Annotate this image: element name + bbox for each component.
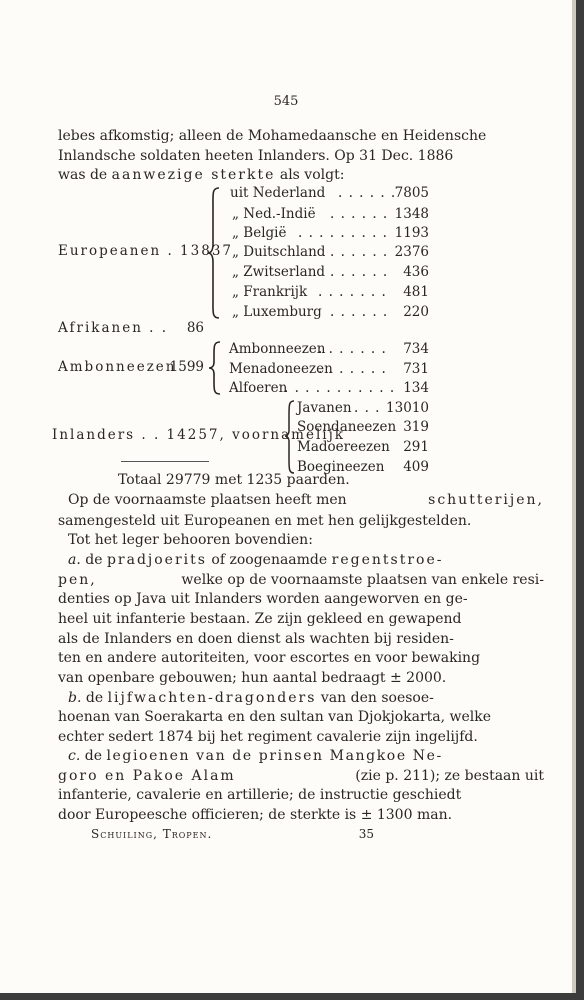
total-rule bbox=[121, 461, 209, 462]
body-line-1: Op de voornaamste plaatsen heeft men schutterijen, bbox=[68, 492, 544, 508]
inl-name-2: Madoereezen bbox=[297, 439, 390, 455]
eur-name-6: „ Luxemburg bbox=[232, 304, 322, 320]
item-a-line-3: denties op Java uit Inlanders worden aangeworven en ge- bbox=[58, 591, 468, 607]
inl-value-1: 319 bbox=[403, 419, 429, 435]
eur-dots-6: . . . . . . bbox=[330, 304, 389, 320]
term-schutterijen: schutterijen, bbox=[428, 492, 544, 508]
page-footer bbox=[91, 827, 374, 841]
page-number: 545 bbox=[273, 94, 299, 109]
eur-name-3: „ Duitschland bbox=[232, 244, 326, 260]
amb-name-2: Alfoeren bbox=[229, 380, 288, 396]
eur-name-5: „ Frankrijk bbox=[232, 284, 308, 300]
brace-ambonneezen bbox=[208, 340, 222, 396]
eur-dots-1: . . . . . . bbox=[330, 206, 389, 222]
eur-dots-2: . . . . . . . . . bbox=[298, 225, 388, 241]
item-b-marker: b. bbox=[68, 690, 82, 706]
eur-dots-5: . . . . . . . bbox=[318, 284, 387, 300]
item-b-line-1: b. de lijfwachten-dragonders van den soesoe- bbox=[68, 690, 434, 706]
item-a-line-4: heel uit infanterie bestaan. Ze zijn gekleed en gewapend bbox=[58, 611, 462, 627]
afrikanen-value: 86 bbox=[186, 320, 204, 336]
europeanen-label: Europeanen . 13837 bbox=[58, 243, 234, 259]
intro-line-2: Inlandsche soldaten heeten Inlanders. Op 31 Dec. 1886 bbox=[58, 148, 454, 164]
amb-dots-0: . . . . . . . bbox=[318, 341, 387, 357]
ambonneezen-label: Ambonneezen bbox=[58, 359, 177, 375]
eur-dots-0: . . . . . . bbox=[338, 185, 397, 201]
eur-value-5: 481 bbox=[403, 284, 429, 300]
intro-line-3: was de aanwezige sterkte als volgt: bbox=[58, 167, 345, 183]
item-b-line-2: hoenan van Soerakarta en den sultan van Djokjokarta, welke bbox=[58, 709, 492, 725]
eur-dots-4: . . . . . . bbox=[330, 264, 389, 280]
inl-name-1: Soendaneezen bbox=[297, 419, 397, 435]
eur-name-4: „ Zwitserland bbox=[232, 264, 326, 280]
inlanders-label: Inlanders . . 14257, voornamelijk bbox=[52, 427, 345, 443]
inl-name-0: Javanen bbox=[297, 400, 352, 416]
eur-dots-3: . . . . . . bbox=[330, 244, 389, 260]
eur-value-4: 436 bbox=[403, 264, 429, 280]
intro-line-1: lebes afkomstig; alleen de Mohamedaansche en Heidensche bbox=[58, 128, 487, 144]
eur-name-1: „ Ned.-Indië bbox=[232, 206, 316, 222]
item-c-line-2: goro en Pakoe Alam (zie p. 211); ze bestaan uit bbox=[58, 768, 544, 784]
item-a-line-5: als de Inlanders en doen dienst als wachten bij residen- bbox=[58, 631, 454, 647]
amb-dots-1: . . . . . . . bbox=[318, 361, 387, 377]
term-pradjoerits: pradjoerits bbox=[106, 552, 207, 568]
item-a-line-7: van openbare gebouwen; hun aantal bedraagt ± 2000. bbox=[58, 670, 447, 686]
footer-signature: Schuiling, Tropen. bbox=[91, 827, 213, 841]
brace-europeanen bbox=[207, 186, 221, 320]
term-legioenen: legioenen van de prinsen Mangkoe Ne- bbox=[106, 748, 443, 764]
item-a-line-1: a. de pradjoerits of zoogenaamde regentstroe- bbox=[68, 552, 444, 568]
inl-name-3: Boegineezen bbox=[297, 459, 385, 475]
eur-name-2: „ België bbox=[232, 225, 287, 241]
item-a-marker: a. bbox=[68, 552, 81, 568]
brace-inlanders bbox=[284, 399, 296, 475]
body-line-3: Tot het leger behooren bovendien: bbox=[68, 532, 313, 548]
item-a-line-2: pen, welke op de voornaamste plaatsen van enkele resi- bbox=[58, 572, 544, 588]
amb-name-1: Menadoneezen bbox=[229, 361, 333, 377]
page-edge-right bbox=[576, 0, 584, 1000]
item-c-marker: c. bbox=[68, 748, 81, 764]
amb-name-0: Ambonneezen bbox=[229, 341, 326, 357]
amb-dots-2: . . . . . . . . . . . bbox=[284, 380, 396, 396]
term-lijfwachten-dragonders: lijfwachten-dragonders bbox=[107, 690, 317, 706]
item-c-line-4: door Europeesche officieren; de sterkte is ± 1300 man. bbox=[58, 807, 453, 823]
eur-name-0: uit Nederland bbox=[230, 185, 326, 201]
total-line: Totaal 29779 met 1235 paarden. bbox=[118, 472, 350, 488]
ambonneezen-value: 1599 bbox=[169, 359, 204, 375]
eur-value-1: 1348 bbox=[394, 206, 429, 222]
eur-value-0: 7805 bbox=[394, 185, 429, 201]
inl-value-3: 409 bbox=[403, 459, 429, 475]
eur-value-3: 2376 bbox=[394, 244, 429, 260]
item-c-line-3: infanterie, cavalerie en artillerie; de instructie geschiedt bbox=[58, 787, 462, 803]
afrikanen-label: Afrikanen . . bbox=[58, 320, 169, 336]
item-a-line-6: ten en andere autoriteiten, voor escortes en voor bewaking bbox=[58, 650, 481, 666]
footer-signature-number: 35 bbox=[358, 827, 374, 841]
inl-value-0: 13010 bbox=[386, 400, 429, 416]
item-c-line-1: c. de legioenen van de prinsen Mangkoe Ne- bbox=[68, 748, 443, 764]
inl-dots-0: . . . bbox=[354, 400, 381, 416]
amb-value-2: 134 bbox=[403, 380, 429, 396]
eur-value-6: 220 bbox=[403, 304, 429, 320]
amb-value-1: 731 bbox=[403, 361, 429, 377]
inl-value-2: 291 bbox=[403, 439, 429, 455]
body-line-2: samengesteld uit Europeanen en met hen gelijkgestelden. bbox=[58, 513, 472, 529]
page-edge-bottom bbox=[0, 993, 584, 1000]
term-regentstroepen: regentstroe- bbox=[331, 552, 444, 568]
item-b-line-3: echter sedert 1874 bij het regiment cavalerie zijn ingelijfd. bbox=[58, 729, 478, 745]
term-aanwezige-sterkte: aanwezige sterkte bbox=[111, 167, 276, 183]
eur-value-2: 1193 bbox=[394, 225, 429, 241]
amb-value-0: 734 bbox=[403, 341, 429, 357]
